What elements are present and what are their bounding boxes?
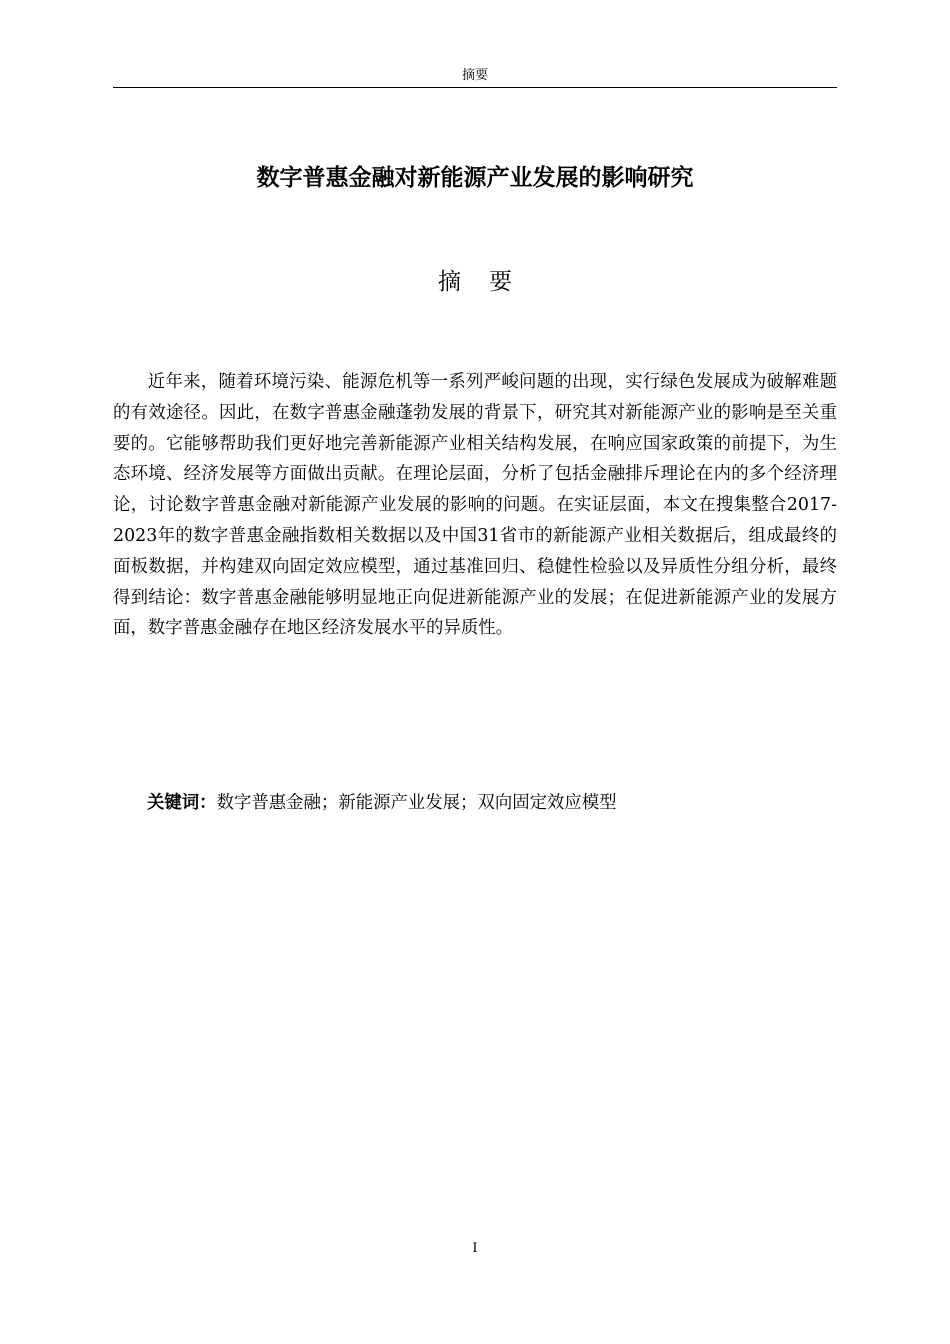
running-header: 摘要 [461,68,488,83]
abstract-heading: 摘要 [438,269,540,295]
page-number: I [472,1241,478,1256]
keywords-text: 数字普惠金融；新能源产业发展；双向固定效应模型 [216,793,617,813]
abstract-paragraph: 近年来，随着环境污染、能源危机等一系列严峻问题的出现，实行绿色发展成为破解难题的有效途径。因此，在数字普惠金融蓬勃发展的背景下，研究其对新能源产业的影响是至关重要的。它能够帮助我们更好地完善新能源产业相关结构发展，在响应国家政策的前提下，为生态环境、经济发展等方面做出贡献。在理论层面，分析了包括金融排斥理论在内的多个经济理论，讨论数字普惠金融对新能源产业发展的影响的问题。在实证层面，本文在搜集整合2017-2023年的数字普惠金融指数相关数据以及中国31省市的新能源产业相关数据后，组成最终的面板数据，并构建双向固定效应模型，通过基准回归、稳健性检验以及异质性分组分析，最终得到结论：数字普惠金融能够明显地正向促进新能源产业的发展；在促进新能源产业的发展方面，数字普惠金融存在地区经济发展水平的异质性。 [113,372,838,639]
keywords-label: 关键词： [147,793,217,813]
document-title: 数字普惠金融对新能源产业发展的影响研究 [256,165,694,191]
keywords-line [147,788,837,818]
header-rule [113,87,837,88]
